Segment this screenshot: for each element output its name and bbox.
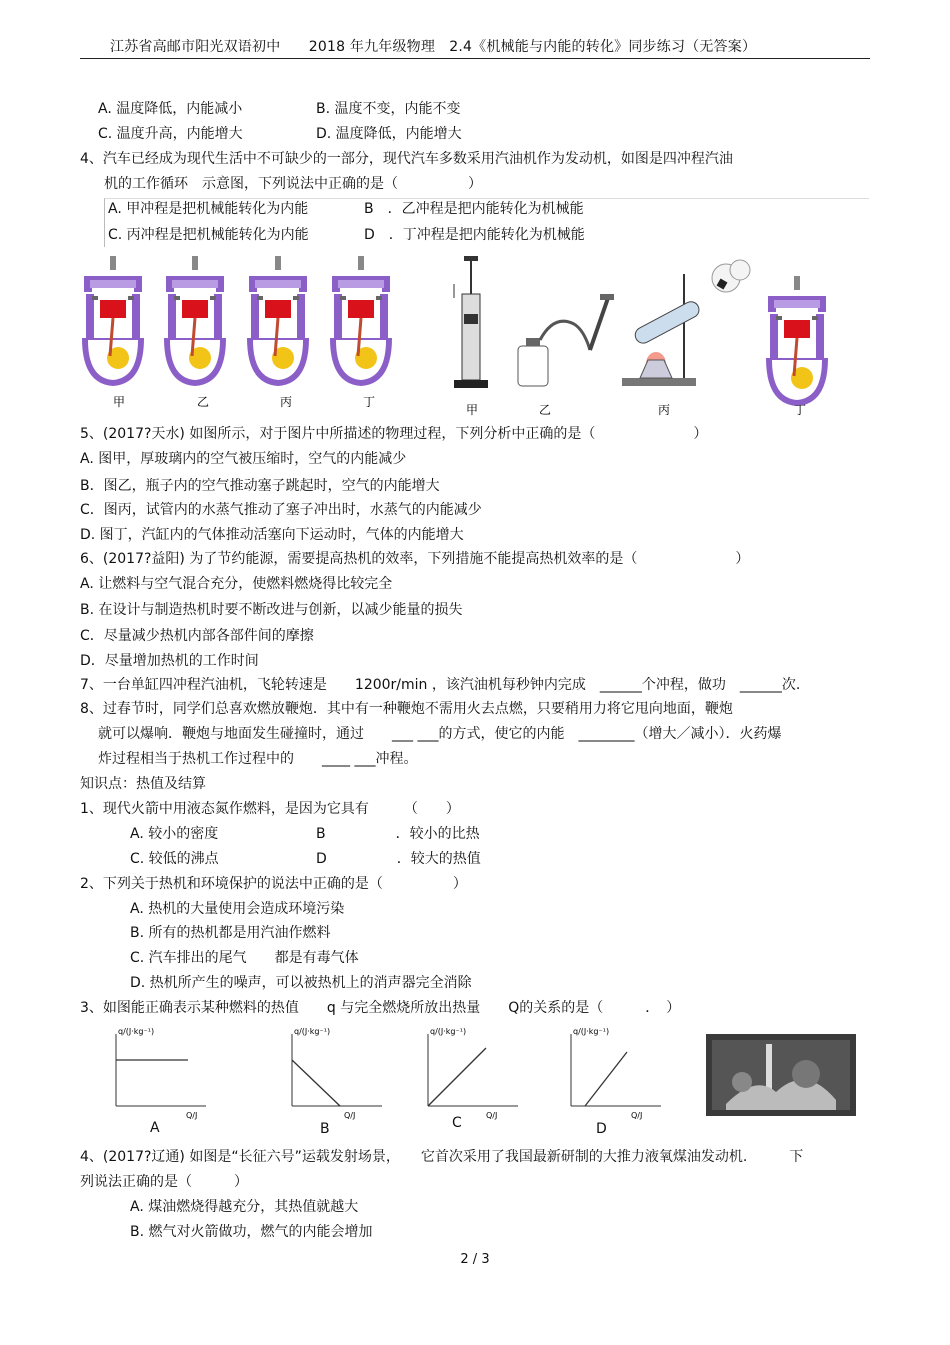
graph-c-ylabel: q/(J·kg⁻¹)	[430, 1027, 467, 1036]
q4-option-b: B ．乙冲程是把内能转化为机械能	[364, 201, 584, 217]
q8-line-3: 炸过程相当于热机工作过程中的 ____ ___冲程。	[98, 751, 418, 767]
graph-c-label: C	[452, 1115, 462, 1131]
test-tube-figure	[622, 260, 750, 386]
section-title: 知识点：热值及结算	[80, 776, 206, 792]
k2-option-a: A. 热机的大量使用会造成环境污染	[130, 901, 345, 917]
experiment-label-ding: 丁	[794, 403, 807, 417]
option-a: A. 温度降低，内能减小	[98, 101, 243, 117]
q4-option-a: A. 甲冲程是把机械能转化为内能	[108, 201, 309, 217]
k4-option-b: B. 燃气对火箭做功，燃气的内能会增加	[130, 1224, 373, 1240]
engine-label-jia: 甲	[113, 395, 126, 409]
experiment-label-bing: 丙	[658, 403, 671, 417]
graph-d-label: D	[596, 1121, 607, 1137]
k3-stem: 3、如图能正确表示某种燃料的热值 q 与完全燃烧所放出热量 Q的关系的是（ ． ）	[80, 1000, 681, 1016]
q4-stem-1: 4、汽车已经成为现代生活中不可缺少的一部分，现代汽车多数采用汽油机作为发动机，如图是四冲程汽油	[80, 151, 733, 167]
engine-diagrams	[76, 254, 406, 414]
k4-line-1: 4、(2017?辽通) 如图是“长征六号”运载发射场景， 它首次采用了我国最新研制的大推力液氧煤油发动机. 下	[80, 1149, 804, 1165]
q6-option-a: A. 让燃料与空气混合充分，使燃料燃烧得比较完全	[80, 576, 393, 592]
q5-option-b: B．图乙，瓶子内的空气推动塞子跳起时，空气的内能增大	[80, 478, 440, 494]
q6-stem: 6、(2017?益阳) 为了节约能源，需要提高热机的效率，下列措施不能提高热机效率的是（ ）	[80, 551, 750, 567]
k2-option-c: C. 汽车排出的尾气 都是有毒气体	[130, 950, 359, 966]
k1-stem: 1、现代火箭中用液态氮作燃料，是因为它具有 （ ）	[80, 801, 460, 817]
q8-line-1: 8、过春节时，同学们总喜欢燃放鞭炮．其中有一种鞭炮不需用火去点燃，只要稍用力将它甩向地面，鞭炮	[80, 701, 733, 717]
graph-a-xlabel: Q/J	[186, 1111, 198, 1120]
page-number: 2 / 3	[460, 1252, 490, 1267]
q8-line-2: 就可以爆响．鞭炮与地面发生碰撞时，通过 ___ ___的方式，使它的内能 ________（增大／减小）．火药爆	[98, 726, 782, 742]
page-header: 江苏省高邮市阳光双语初中 2018 年九年级物理 2.4《机械能与内能的转化》同步练习（无答案）	[110, 39, 757, 55]
graph-c-xlabel: Q/J	[486, 1111, 498, 1120]
q5-stem: 5、(2017?天水) 如图所示，对于图片中所描述的物理过程，下列分析中正确的是（ ）	[80, 426, 708, 442]
k4-option-a: A. 煤油燃烧得越充分，其热值就越大	[130, 1199, 359, 1215]
engine-label-ding: 丁	[363, 395, 376, 409]
compression-cylinder-figure	[454, 256, 488, 388]
option-d: D. 温度降低，内能增大	[316, 126, 462, 142]
graph-b-xlabel: Q/J	[344, 1111, 356, 1120]
k2-option-b: B. 所有的热机都是用汽油作燃料	[130, 925, 331, 941]
k1-option-b: B ．较小的比热	[316, 826, 480, 842]
header-rule	[80, 58, 870, 59]
q5-option-d: D. 图丁，汽缸内的气体推动活塞向下运动时，气体的内能增大	[80, 527, 464, 543]
option-b: B. 温度不变，内能不变	[316, 101, 461, 117]
q6-option-c: C．尽量减少热机内部各部件间的摩擦	[80, 628, 314, 644]
q6-option-d: D．尽量增加热机的工作时间	[80, 653, 259, 669]
experiment-label-yi: 乙	[539, 403, 552, 417]
q6-option-b: B. 在设计与制造热机时要不断改进与创新，以减少能量的损失	[80, 602, 463, 618]
option-c: C. 温度升高，内能增大	[98, 126, 243, 142]
graph-b	[276, 1024, 386, 1120]
engine-label-yi: 乙	[197, 395, 210, 409]
experiment-label-jia: 甲	[466, 403, 479, 417]
q7-text: 7、一台单缸四冲程汽油机，飞轮转速是 1200r/min ，该汽油机每秒钟内完成 ______个冲程，做功 ______次.	[80, 677, 801, 693]
k4-line-2: 列说法正确的是（ ）	[80, 1174, 248, 1190]
k2-option-d: D. 热机所产生的噪声，可以被热机上的消声器完全消除	[130, 975, 472, 991]
graph-a-label: A	[150, 1120, 160, 1136]
graph-b-ylabel: q/(J·kg⁻¹)	[294, 1027, 331, 1036]
q5-option-c: C．图丙，试管内的水蒸气推动了塞子冲出时，水蒸气的内能减少	[80, 502, 482, 518]
q4-stem-2: 机的工作循环 示意图，下列说法中正确的是（ ）	[104, 176, 482, 192]
graph-d-ylabel: q/(J·kg⁻¹)	[573, 1027, 610, 1036]
bottle-pump-figure	[518, 294, 614, 386]
graph-c	[412, 1024, 522, 1120]
graph-a	[100, 1024, 210, 1120]
q4-option-d: D ．丁冲程是把内能转化为机械能	[364, 227, 585, 243]
k1-option-a: A. 较小的密度	[130, 826, 219, 842]
graph-a-ylabel: q/(J·kg⁻¹)	[118, 1027, 155, 1036]
q4-option-c: C. 丙冲程是把机械能转化为内能	[108, 227, 309, 243]
experiment-diagrams	[444, 254, 854, 420]
rocket-launch-photo	[706, 1034, 856, 1116]
k2-stem: 2、下列关于热机和环境保护的说法中正确的是（ ）	[80, 876, 467, 892]
graph-d-xlabel: Q/J	[631, 1111, 643, 1120]
graph-b-label: B	[320, 1121, 330, 1137]
engine-label-bing: 丙	[280, 395, 293, 409]
k1-option-c: C. 较低的沸点	[130, 851, 219, 867]
q5-option-a: A. 图甲，厚玻璃内的空气被压缩时，空气的内能减少	[80, 451, 407, 467]
k1-option-d: D ．较大的热值	[316, 851, 481, 867]
graph-d	[555, 1024, 665, 1120]
